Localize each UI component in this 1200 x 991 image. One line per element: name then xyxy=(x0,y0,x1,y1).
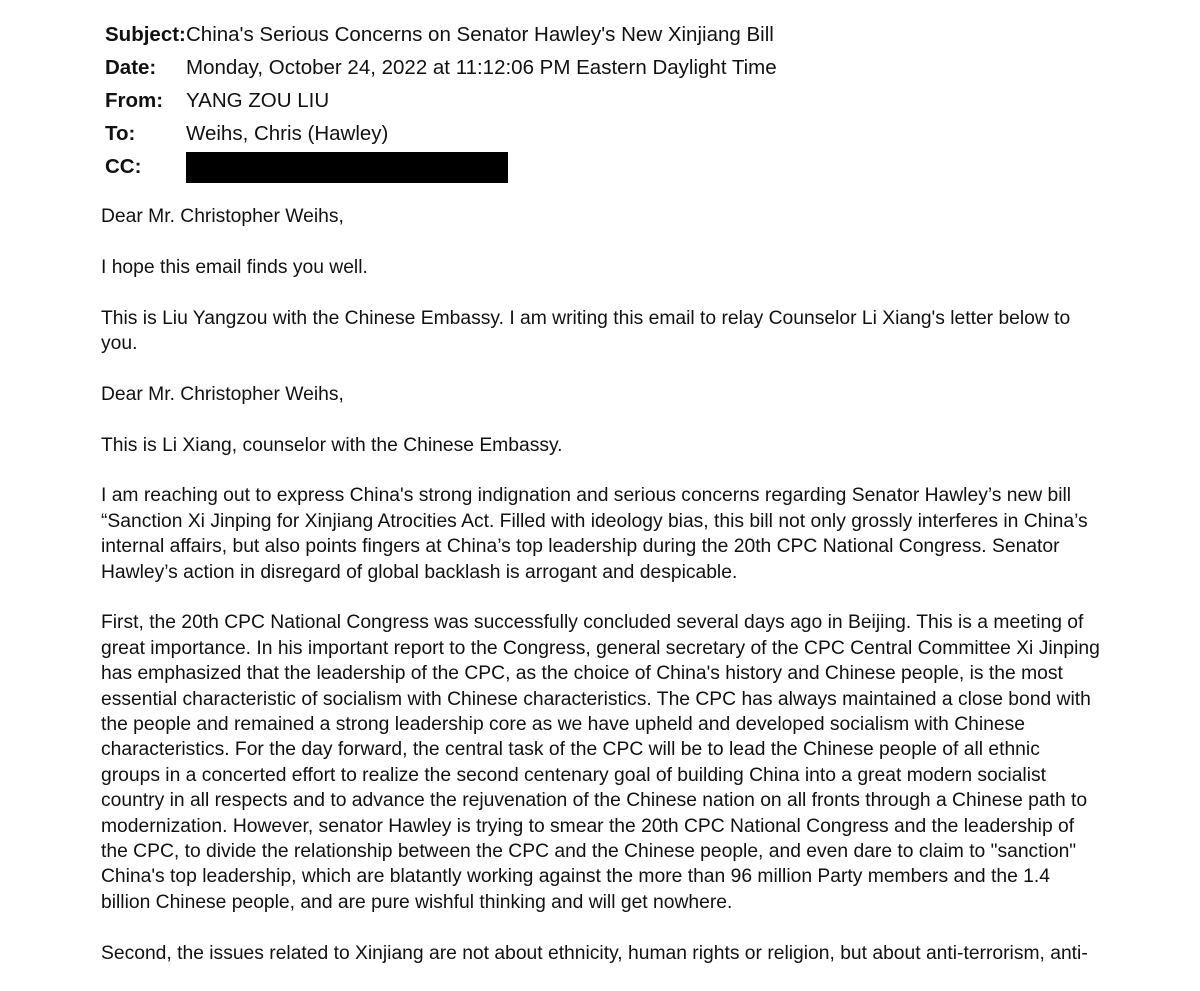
to-row xyxy=(105,117,1165,150)
date-row xyxy=(105,51,1165,84)
email-body xyxy=(101,204,1101,991)
email-header xyxy=(105,18,1165,183)
cc-label: CC: xyxy=(105,155,142,178)
to-label: To: xyxy=(105,122,136,145)
letter-greeting: Dear Mr. Christopher Weihs, xyxy=(101,383,344,405)
from-label: From: xyxy=(105,89,164,112)
date-label: Date: xyxy=(105,56,157,79)
pleasantry: I hope this email finds you well. xyxy=(101,256,368,278)
intro-paragraph: This is Liu Yangzou with the Chinese Embassy. I am writing this email to relay Counselor Li Xiang's letter below to you. xyxy=(101,307,1071,354)
from-value: YANG ZOU LIU xyxy=(186,89,330,112)
letter-intro: This is Li Xiang, counselor with the Chinese Embassy. xyxy=(101,434,563,456)
subject-value: China's Serious Concerns on Senator Hawley's New Xinjiang Bill xyxy=(186,23,774,46)
greeting: Dear Mr. Christopher Weihs, xyxy=(101,206,344,227)
second-point-paragraph: Second, the issues related to Xinjiang are not about ethnicity, human rights or religion, but about anti-terrorism, anti- xyxy=(101,942,1088,964)
cc-redaction-bar xyxy=(186,152,508,183)
to-value: Weihs, Chris (Hawley) xyxy=(186,122,389,145)
cc-row xyxy=(105,150,1165,183)
date-value: Monday, October 24, 2022 at 11:12:06 PM Eastern Daylight Time xyxy=(186,56,777,79)
subject-row xyxy=(105,18,1165,51)
from-row xyxy=(105,84,1165,117)
first-point-paragraph: First, the 20th CPC National Congress was successfully concluded several days ago in Beijing. This is a meeting of great importance. In his important report to the Congress, general secretary of the CPC Central Committee Xi Jinping has emphasized that the leadership of the CPC, as the choice of China's history and Chinese people, is the most essential characteristic of socialism with Chinese characteristics. The CPC has always maintained a close bond with the people and remained a strong leadership core as we have upheld and developed socialism with Chinese characteristics. For the day forward, the central task of the CPC will be to lead the Chinese people of all ethnic groups in a concerted effort to realize the second centenary goal of building China into a great modern socialist country in all respects and to advance the rejuvenation of the Chinese nation on all fronts through a Chinese path to modernization. However, senator Hawley is trying to smear the 20th CPC National Congress and the leadership of the CPC, to divide the relationship between the CPC and the Chinese people, and even dare to claim to "sanction" China's top leadership, which are blatantly working against the more than 96 million Party members and the 1.4 billion Chinese people, and are pure wishful thinking and will get nowhere. xyxy=(101,612,1100,913)
concern-paragraph: I am reaching out to express China's strong indignation and serious concerns regarding Senator Hawley’s new bill “Sanction Xi Jinping for Xinjiang Atrocities Act. Filled with ideology bias, this bill not only grossly interferes in China’s internal affairs, but also points fingers at China’s top leadership during the 20th CPC National Congress. Senator Hawley’s action in disregard of global backlash is arrogant and despicable. xyxy=(101,485,1088,583)
subject-label: Subject: xyxy=(105,23,186,46)
